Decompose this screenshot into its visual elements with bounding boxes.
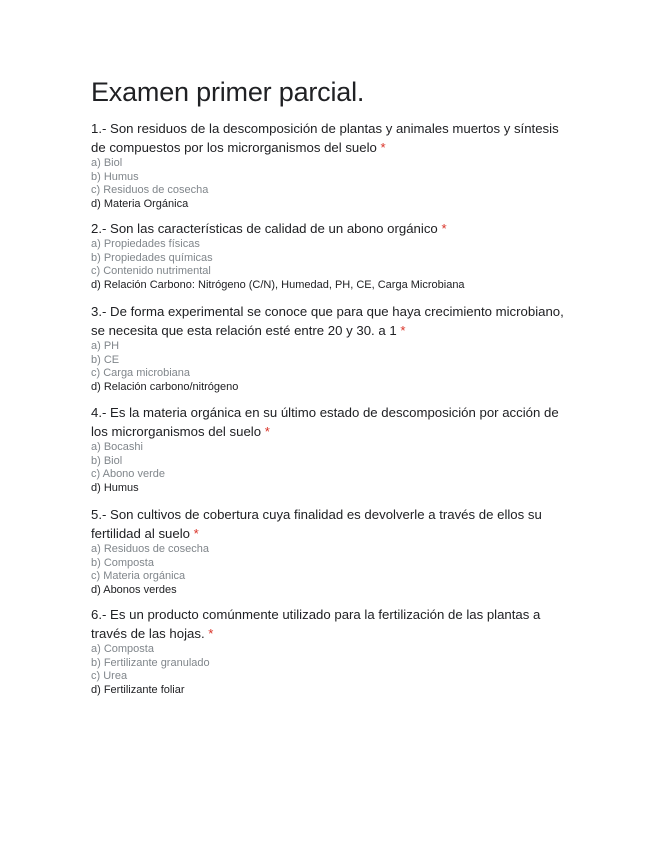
option-d-correct: d) Humus [91,481,139,494]
option-c: c) Carga microbiana [91,367,191,379]
required-mark: * [264,424,270,439]
option-b: b) CE [91,353,120,366]
options-list [91,157,571,211]
question-2 [91,219,571,292]
options-list [91,441,571,495]
option-d-correct: d) Materia Orgánica [91,197,189,210]
option-c: c) Urea [91,670,128,682]
question-text: 1.- Son residuos de la descomposición de plantas y animales muertos y síntesis de compuestos por los microrganismos del suelo [91,121,559,155]
required-mark: * [208,626,214,641]
option-a: a) Residuos de cosecha [91,543,210,555]
option-d-correct: d) Relación carbono/nitrógeno [91,380,239,393]
option-c: c) Residuos de cosecha [91,184,209,196]
question-text: 4.- Es la materia orgánica en su último estado de descomposición por acción de los microrganismos del suelo [91,405,559,439]
option-b: b) Humus [91,170,139,183]
option-c: c) Abono verde [91,468,165,480]
option-b: b) Fertilizante granulado [91,656,210,669]
question-text: 3.- De forma experimental se conoce que para que haya crecimiento microbiano, se necesita que esta relación esté entre 20 y 30. a 1 [91,304,564,338]
option-d-correct: d) Relación Carbono: Nitrógeno (C/N), Humedad, PH, CE, Carga Microbiana [91,278,465,291]
question-5 [91,505,571,597]
option-c: c) Contenido nutrimental [91,265,211,277]
option-a: a) Propiedades físicas [91,238,200,250]
question-1 [91,119,571,211]
required-mark: * [441,221,447,236]
required-mark: * [193,526,199,541]
option-b: b) Propiedades químicas [91,251,213,264]
question-text: 5.- Son cultivos de cobertura cuya finalidad es devolverle a través de ellos su fertilidad al suelo [91,507,542,541]
required-mark: * [380,140,386,155]
options-list [91,340,571,394]
option-a: a) Bocashi [91,441,143,453]
question-6 [91,605,571,697]
question-text: 6.- Es un producto comúnmente utilizado para la fertilización de las plantas a través de las hojas. [91,607,541,641]
question-text: 2.- Son las características de calidad de un abono orgánico [91,221,438,236]
option-a: a) PH [91,340,120,352]
question-3 [91,302,571,394]
option-a: a) Biol [91,157,123,169]
option-b: b) Biol [91,454,123,467]
options-list [91,238,571,292]
option-d-correct: d) Fertilizante foliar [91,683,185,696]
page-title: Examen primer parcial. [91,77,365,107]
question-4 [91,403,571,495]
option-a: a) Composta [91,643,154,655]
option-b: b) Composta [91,556,154,569]
options-list [91,543,571,597]
options-list [91,643,571,697]
required-mark: * [400,323,406,338]
option-d-correct: d) Abonos verdes [91,583,177,596]
option-c: c) Materia orgánica [91,570,186,582]
